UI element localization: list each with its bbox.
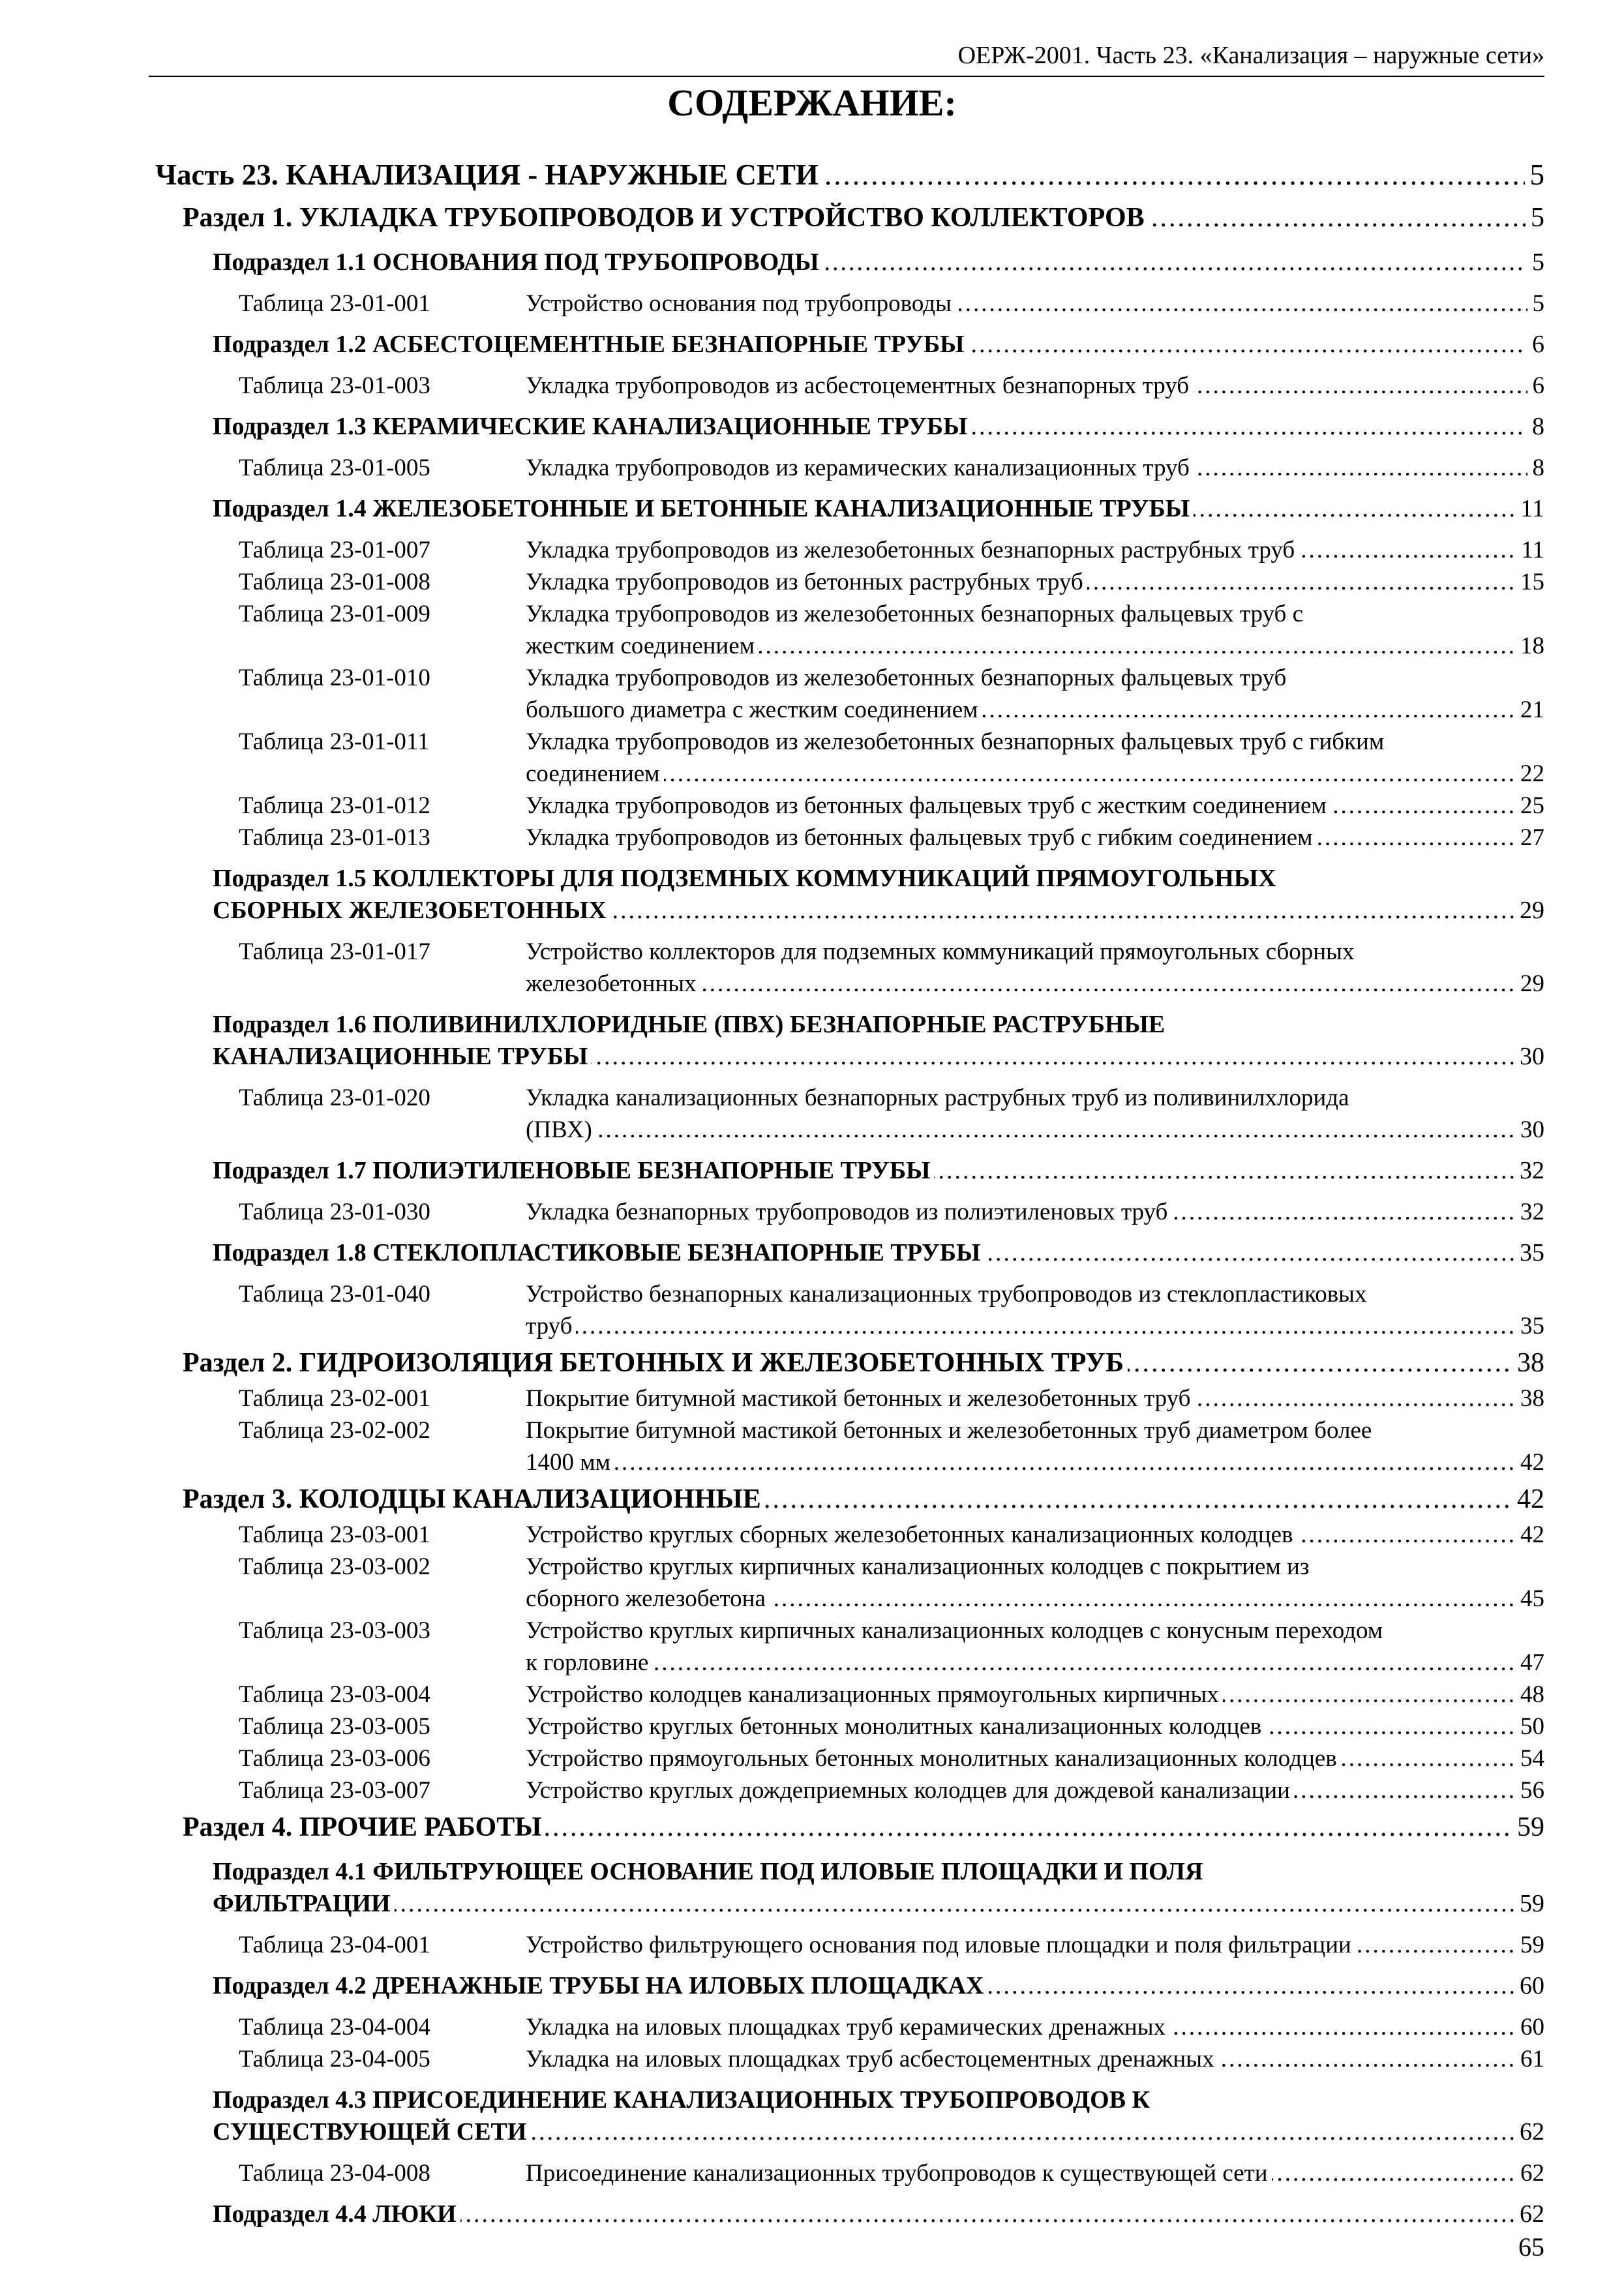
entry-page-number: 59 <box>1512 1808 1544 1847</box>
entry-title-line: Покрытие битумной мастикой бетонных и железобетонных труб диаметром более <box>526 1417 1372 1444</box>
table-code: Таблица 23-03-002 <box>239 1553 430 1580</box>
table-of-contents <box>155 151 1544 2239</box>
entry-page-number: 15 <box>1515 566 1544 598</box>
table-code: Таблица 23-01-030 <box>239 1199 430 1225</box>
entry-page-number: 62 <box>1514 2198 1544 2230</box>
entry-page-number: 61 <box>1515 2043 1544 2075</box>
toc-table-entry[interactable] <box>239 566 1544 598</box>
toc-table-entry[interactable] <box>239 1679 1544 1711</box>
entry-title-line: Укладка трубопроводов из керамических канализационных труб <box>526 455 1194 481</box>
entry-title-line: Подраздел 4.3 ПРИСОЕДИНЕНИЕ КАНАЛИЗАЦИОННЫХ ТРУБОПРОВОДОВ К <box>213 2086 1150 2114</box>
toc-table-entry[interactable] <box>239 452 1544 484</box>
entry-title-line: Укладка на иловых площадках труб асбестоцементных дренажных <box>526 2046 1218 2072</box>
toc-subsection-entry[interactable] <box>213 1970 1544 2002</box>
entry-title-line: сборного железобетона <box>526 1585 770 1612</box>
toc-table-entry[interactable] <box>239 1383 1544 1414</box>
toc-table-entry[interactable] <box>239 936 1544 1000</box>
entry-title-line: Подраздел 1.3 КЕРАМИЧЕСКИЕ КАНАЛИЗАЦИОННЫЕ ТРУБЫ <box>213 413 971 440</box>
entry-page-number: 8 <box>1527 411 1544 443</box>
table-code: Таблица 23-02-001 <box>239 1385 430 1412</box>
entry-page-number: 42 <box>1515 1519 1544 1551</box>
toc-table-entry[interactable] <box>239 1278 1544 1342</box>
table-code: Таблица 23-01-001 <box>239 290 430 317</box>
toc-subsection-entry[interactable] <box>213 329 1544 361</box>
table-code: Таблица 23-03-005 <box>239 1713 430 1740</box>
entry-title-line: Раздел 2. ГИДРОИЗОЛЯЦИЯ БЕТОННЫХ И ЖЕЛЕЗОБЕТОННЫХ ТРУБ <box>183 1348 1128 1378</box>
entry-title-line: жестким соединением <box>526 633 759 659</box>
toc-section-entry[interactable] <box>183 1808 1544 1847</box>
toc-table-entry[interactable] <box>239 726 1544 790</box>
toc-part-entry[interactable] <box>155 154 1544 196</box>
toc-table-entry[interactable] <box>239 598 1544 662</box>
entry-title-line: Укладка канализационных безнапорных раструбных труб из поливинилхлорида <box>526 1085 1349 1111</box>
entry-title-line: Устройство круглых кирпичных канализационных колодцев с покрытием из <box>526 1553 1310 1580</box>
toc-subsection-entry[interactable] <box>213 1009 1544 1073</box>
header-text: ОЕРЖ-2001. Часть 23. «Канализация – наружные сети» <box>957 42 1544 69</box>
entry-title-line: Подраздел 1.5 КОЛЛЕКТОРЫ ДЛЯ ПОДЗЕМНЫХ КОММУНИКАЦИЙ ПРЯМОУГОЛЬНЫХ <box>213 865 1276 892</box>
toc-table-entry[interactable] <box>239 1519 1544 1551</box>
entry-title-line: Подраздел 1.2 АСБЕСТОЦЕМЕНТНЫЕ БЕЗНАПОРНЫЕ ТРУБЫ <box>213 331 968 358</box>
entry-page-number: 21 <box>1515 694 1544 726</box>
toc-table-entry[interactable] <box>239 1615 1544 1679</box>
entry-page-number: 22 <box>1515 758 1544 790</box>
entry-title-line: Присоединение канализационных трубопроводов к существующей сети <box>526 2160 1272 2187</box>
entry-title-line: 1400 мм <box>526 1449 614 1476</box>
entry-title-line: Укладка трубопроводов из асбестоцементных безнапорных труб <box>526 372 1193 399</box>
table-code: Таблица 23-01-011 <box>239 728 430 755</box>
entry-title-line: соединением <box>526 760 664 787</box>
entry-title-line: Укладка трубопроводов из железобетонных безнапорных фальцевых труб с <box>526 601 1304 627</box>
toc-table-entry[interactable] <box>239 2011 1544 2043</box>
table-code: Таблица 23-04-001 <box>239 1932 430 1958</box>
toc-table-entry[interactable] <box>239 790 1544 822</box>
table-code: Таблица 23-01-007 <box>239 537 430 563</box>
toc-table-entry[interactable] <box>239 2157 1544 2189</box>
entry-title-line: большого диаметра с жестким соединением <box>526 696 982 723</box>
entry-title-line: Подраздел 1.1 ОСНОВАНИЯ ПОД ТРУБОПРОВОДЫ <box>213 248 823 276</box>
entry-title-line: Раздел 4. ПРОЧИЕ РАБОТЫ <box>183 1812 545 1842</box>
entry-title-line: Укладка трубопроводов из бетонных фальцевых труб с гибким соединением <box>526 824 1317 851</box>
entry-page-number: 30 <box>1514 1041 1544 1073</box>
entry-title-line: Устройство фильтрующего основания под иловые площадки и поля фильтрации <box>526 1932 1355 1958</box>
entry-page-number: 5 <box>1527 247 1544 278</box>
entry-title-line: труб <box>526 1313 576 1339</box>
entry-title-line: Подраздел 4.1 ФИЛЬТРУЮЩЕЕ ОСНОВАНИЕ ПОД ИЛОВЫЕ ПЛОЩАДКИ И ПОЛЯ <box>213 1858 1203 1885</box>
entry-page-number: 54 <box>1515 1743 1544 1774</box>
entry-title-line: СБОРНЫХ ЖЕЛЕЗОБЕТОННЫХ <box>213 897 610 924</box>
toc-table-entry[interactable] <box>239 534 1544 566</box>
entry-page-number: 38 <box>1515 1383 1544 1414</box>
entry-title-line: Устройство основания под трубопроводы <box>526 290 955 317</box>
entry-page-number: 29 <box>1515 968 1544 1000</box>
entry-title-line: Устройство колодцев канализационных прямоугольных кирпичных <box>526 1681 1223 1708</box>
table-code: Таблица 23-03-003 <box>239 1617 430 1644</box>
toc-subsection-entry[interactable] <box>213 1237 1544 1269</box>
entry-title-line: Укладка трубопроводов из железобетонных безнапорных фальцевых труб с гибким <box>526 728 1385 755</box>
entry-page-number: 47 <box>1515 1647 1544 1679</box>
table-code: Таблица 23-04-005 <box>239 2046 430 2072</box>
table-code: Таблица 23-02-002 <box>239 1417 430 1444</box>
entry-title-line: Укладка трубопроводов из железобетонных безнапорных фальцевых труб <box>526 665 1287 691</box>
page-header <box>149 40 1544 77</box>
toc-table-entry[interactable] <box>239 1743 1544 1774</box>
entry-title-line: Раздел 3. КОЛОДЦЫ КАНАЛИЗАЦИОННЫЕ <box>183 1484 765 1514</box>
toc-table-entry[interactable] <box>239 370 1544 402</box>
entry-page-number: 35 <box>1514 1237 1544 1269</box>
entry-page-number: 30 <box>1515 1114 1544 1146</box>
entry-page-number: 59 <box>1514 1888 1544 1920</box>
page-number: 65 <box>1518 2232 1544 2262</box>
toc-section-entry[interactable] <box>183 1480 1544 1519</box>
toc-table-entry[interactable] <box>239 662 1544 726</box>
table-code: Таблица 23-03-004 <box>239 1681 430 1708</box>
entry-page-number: 42 <box>1512 1480 1544 1519</box>
entry-title-line: СУЩЕСТВУЮЩЕЙ СЕТИ <box>213 2118 530 2146</box>
toc-subsection-entry[interactable] <box>213 1856 1544 1920</box>
entry-page-number: 38 <box>1512 1343 1544 1383</box>
table-code: Таблица 23-04-008 <box>239 2160 430 2187</box>
toc-subsection-entry[interactable] <box>213 2198 1544 2230</box>
entry-page-number: 25 <box>1515 790 1544 822</box>
page-title: СОДЕРЖАНИЕ: <box>667 82 957 124</box>
toc-table-entry[interactable] <box>239 1929 1544 1961</box>
entry-title-line: Устройство безнапорных канализационных трубопроводов из стеклопластиковых <box>526 1281 1367 1308</box>
toc-table-entry[interactable] <box>239 2043 1544 2075</box>
toc-subsection-entry[interactable] <box>213 1155 1544 1187</box>
entry-title-line: Подраздел 1.6 ПОЛИВИНИЛХЛОРИДНЫЕ (ПВХ) БЕЗНАПОРНЫЕ РАСТРУБНЫЕ <box>213 1011 1165 1038</box>
table-code: Таблица 23-01-005 <box>239 455 430 481</box>
entry-page-number: 18 <box>1515 630 1544 662</box>
table-code: Таблица 23-01-012 <box>239 792 430 819</box>
table-code: Таблица 23-01-009 <box>239 601 430 627</box>
entry-page-number: 48 <box>1515 1679 1544 1711</box>
entry-page-number: 62 <box>1514 2116 1544 2148</box>
entry-page-number: 45 <box>1515 1583 1544 1615</box>
entry-page-number: 6 <box>1527 329 1544 361</box>
entry-title-line: Укладка трубопроводов из железобетонных безнапорных раструбных труб <box>526 537 1299 563</box>
table-code: Таблица 23-03-001 <box>239 1521 430 1548</box>
table-code: Таблица 23-01-040 <box>239 1281 430 1308</box>
entry-page-number: 62 <box>1515 2157 1544 2189</box>
entry-page-number: 56 <box>1515 1774 1544 1806</box>
table-code: Таблица 23-01-020 <box>239 1085 430 1111</box>
entry-page-number: 11 <box>1515 493 1544 525</box>
entry-title-line: ФИЛЬТРАЦИИ <box>213 1890 395 1917</box>
toc-table-entry[interactable] <box>239 1196 1544 1228</box>
entry-page-number: 35 <box>1515 1310 1544 1342</box>
toc-subsection-entry[interactable] <box>213 247 1544 278</box>
table-code: Таблица 23-01-013 <box>239 824 430 851</box>
entry-title-line: Устройство круглых кирпичных канализационных колодцев с конусным переходом <box>526 1617 1383 1644</box>
table-code: Таблица 23-03-006 <box>239 1745 430 1772</box>
toc-table-entry[interactable] <box>239 1082 1544 1146</box>
toc-table-entry[interactable] <box>239 1711 1544 1743</box>
entry-page-number: 60 <box>1514 1970 1544 2002</box>
entry-title-line: Укладка трубопроводов из бетонных раструбных труб <box>526 569 1087 595</box>
entry-title-line: Укладка на иловых площадках труб керамических дренажных <box>526 2014 1169 2041</box>
entry-page-number: 32 <box>1514 1155 1544 1187</box>
entry-title-line: (ПВХ) <box>526 1116 596 1143</box>
entry-page-number: 5 <box>1525 154 1545 196</box>
entry-page-number: 59 <box>1515 1929 1544 1961</box>
entry-title-line: Часть 23. КАНАЛИЗАЦИЯ - НАРУЖНЫЕ СЕТИ <box>155 158 822 191</box>
table-code: Таблица 23-01-017 <box>239 938 430 965</box>
entry-title-line: к горловине <box>526 1649 652 1676</box>
entry-title-line: Подраздел 4.2 ДРЕНАЖНЫЕ ТРУБЫ НА ИЛОВЫХ ПЛОЩАДКАХ <box>213 1972 987 1999</box>
entry-title-line: Раздел 1. УКЛАДКА ТРУБОПРОВОДОВ И УСТРОЙСТВО КОЛЛЕКТОРОВ <box>183 203 1149 233</box>
entry-page-number: 5 <box>1526 198 1544 237</box>
entry-title-line: Подраздел 1.8 СТЕКЛОПЛАСТИКОВЫЕ БЕЗНАПОРНЫЕ ТРУБЫ <box>213 1239 984 1266</box>
entry-title-line: Устройство круглых дождеприемных колодцев для дождевой канализации <box>526 1777 1294 1804</box>
entry-title-line: Подраздел 4.4 ЛЮКИ <box>213 2200 460 2228</box>
entry-page-number: 29 <box>1514 895 1544 927</box>
table-code: Таблица 23-01-008 <box>239 569 430 595</box>
entry-page-number: 32 <box>1515 1196 1544 1228</box>
toc-table-entry[interactable] <box>239 1774 1544 1806</box>
entry-page-number: 60 <box>1515 2011 1544 2043</box>
toc-table-entry[interactable] <box>239 288 1544 320</box>
toc-table-entry[interactable] <box>239 822 1544 854</box>
entry-page-number: 27 <box>1515 822 1544 854</box>
toc-subsection-entry[interactable] <box>213 411 1544 443</box>
entry-title-line: КАНАЛИЗАЦИОННЫЕ ТРУБЫ <box>213 1043 592 1070</box>
toc-section-entry[interactable] <box>183 198 1544 237</box>
entry-title-line: Покрытие битумной мастикой бетонных и железобетонных труб <box>526 1385 1194 1412</box>
entry-title-line: Укладка безнапорных трубопроводов из полиэтиленовых труб <box>526 1199 1171 1225</box>
table-code: Таблица 23-04-004 <box>239 2014 430 2041</box>
toc-subsection-entry[interactable] <box>213 863 1544 927</box>
entry-title-line: Подраздел 1.7 ПОЛИЭТИЛЕНОВЫЕ БЕЗНАПОРНЫЕ ТРУБЫ <box>213 1157 934 1184</box>
entry-title-line: железобетонных <box>526 970 700 997</box>
entry-title-line: Устройство круглых бетонных монолитных канализационных колодцев <box>526 1713 1265 1740</box>
entry-title-line: Устройство прямоугольных бетонных монолитных канализационных колодцев <box>526 1745 1341 1772</box>
toc-section-entry[interactable] <box>183 1343 1544 1383</box>
entry-page-number: 42 <box>1515 1446 1544 1478</box>
entry-page-number: 5 <box>1527 288 1545 320</box>
toc-subsection-entry[interactable] <box>213 493 1544 525</box>
table-code: Таблица 23-01-003 <box>239 372 430 399</box>
entry-title-line: Подраздел 1.4 ЖЕЛЕЗОБЕТОННЫЕ И БЕТОННЫЕ КАНАЛИЗАЦИОННЫЕ ТРУБЫ <box>213 495 1194 522</box>
entry-title-line: Устройство круглых сборных железобетонных канализационных колодцев <box>526 1521 1297 1548</box>
entry-page-number: 11 <box>1516 534 1544 566</box>
entry-page-number: 8 <box>1527 452 1545 484</box>
table-code: Таблица 23-03-007 <box>239 1777 430 1804</box>
entry-title-line: Укладка трубопроводов из бетонных фальцевых труб с жестким соединением <box>526 792 1331 819</box>
entry-page-number: 6 <box>1527 370 1545 402</box>
entry-page-number: 50 <box>1515 1711 1544 1743</box>
table-code: Таблица 23-01-010 <box>239 665 430 691</box>
toc-table-entry[interactable] <box>239 1551 1544 1615</box>
entry-title-line: Устройство коллекторов для подземных коммуникаций прямоугольных сборных <box>526 938 1355 965</box>
toc-table-entry[interactable] <box>239 1414 1544 1478</box>
toc-subsection-entry[interactable] <box>213 2084 1544 2148</box>
